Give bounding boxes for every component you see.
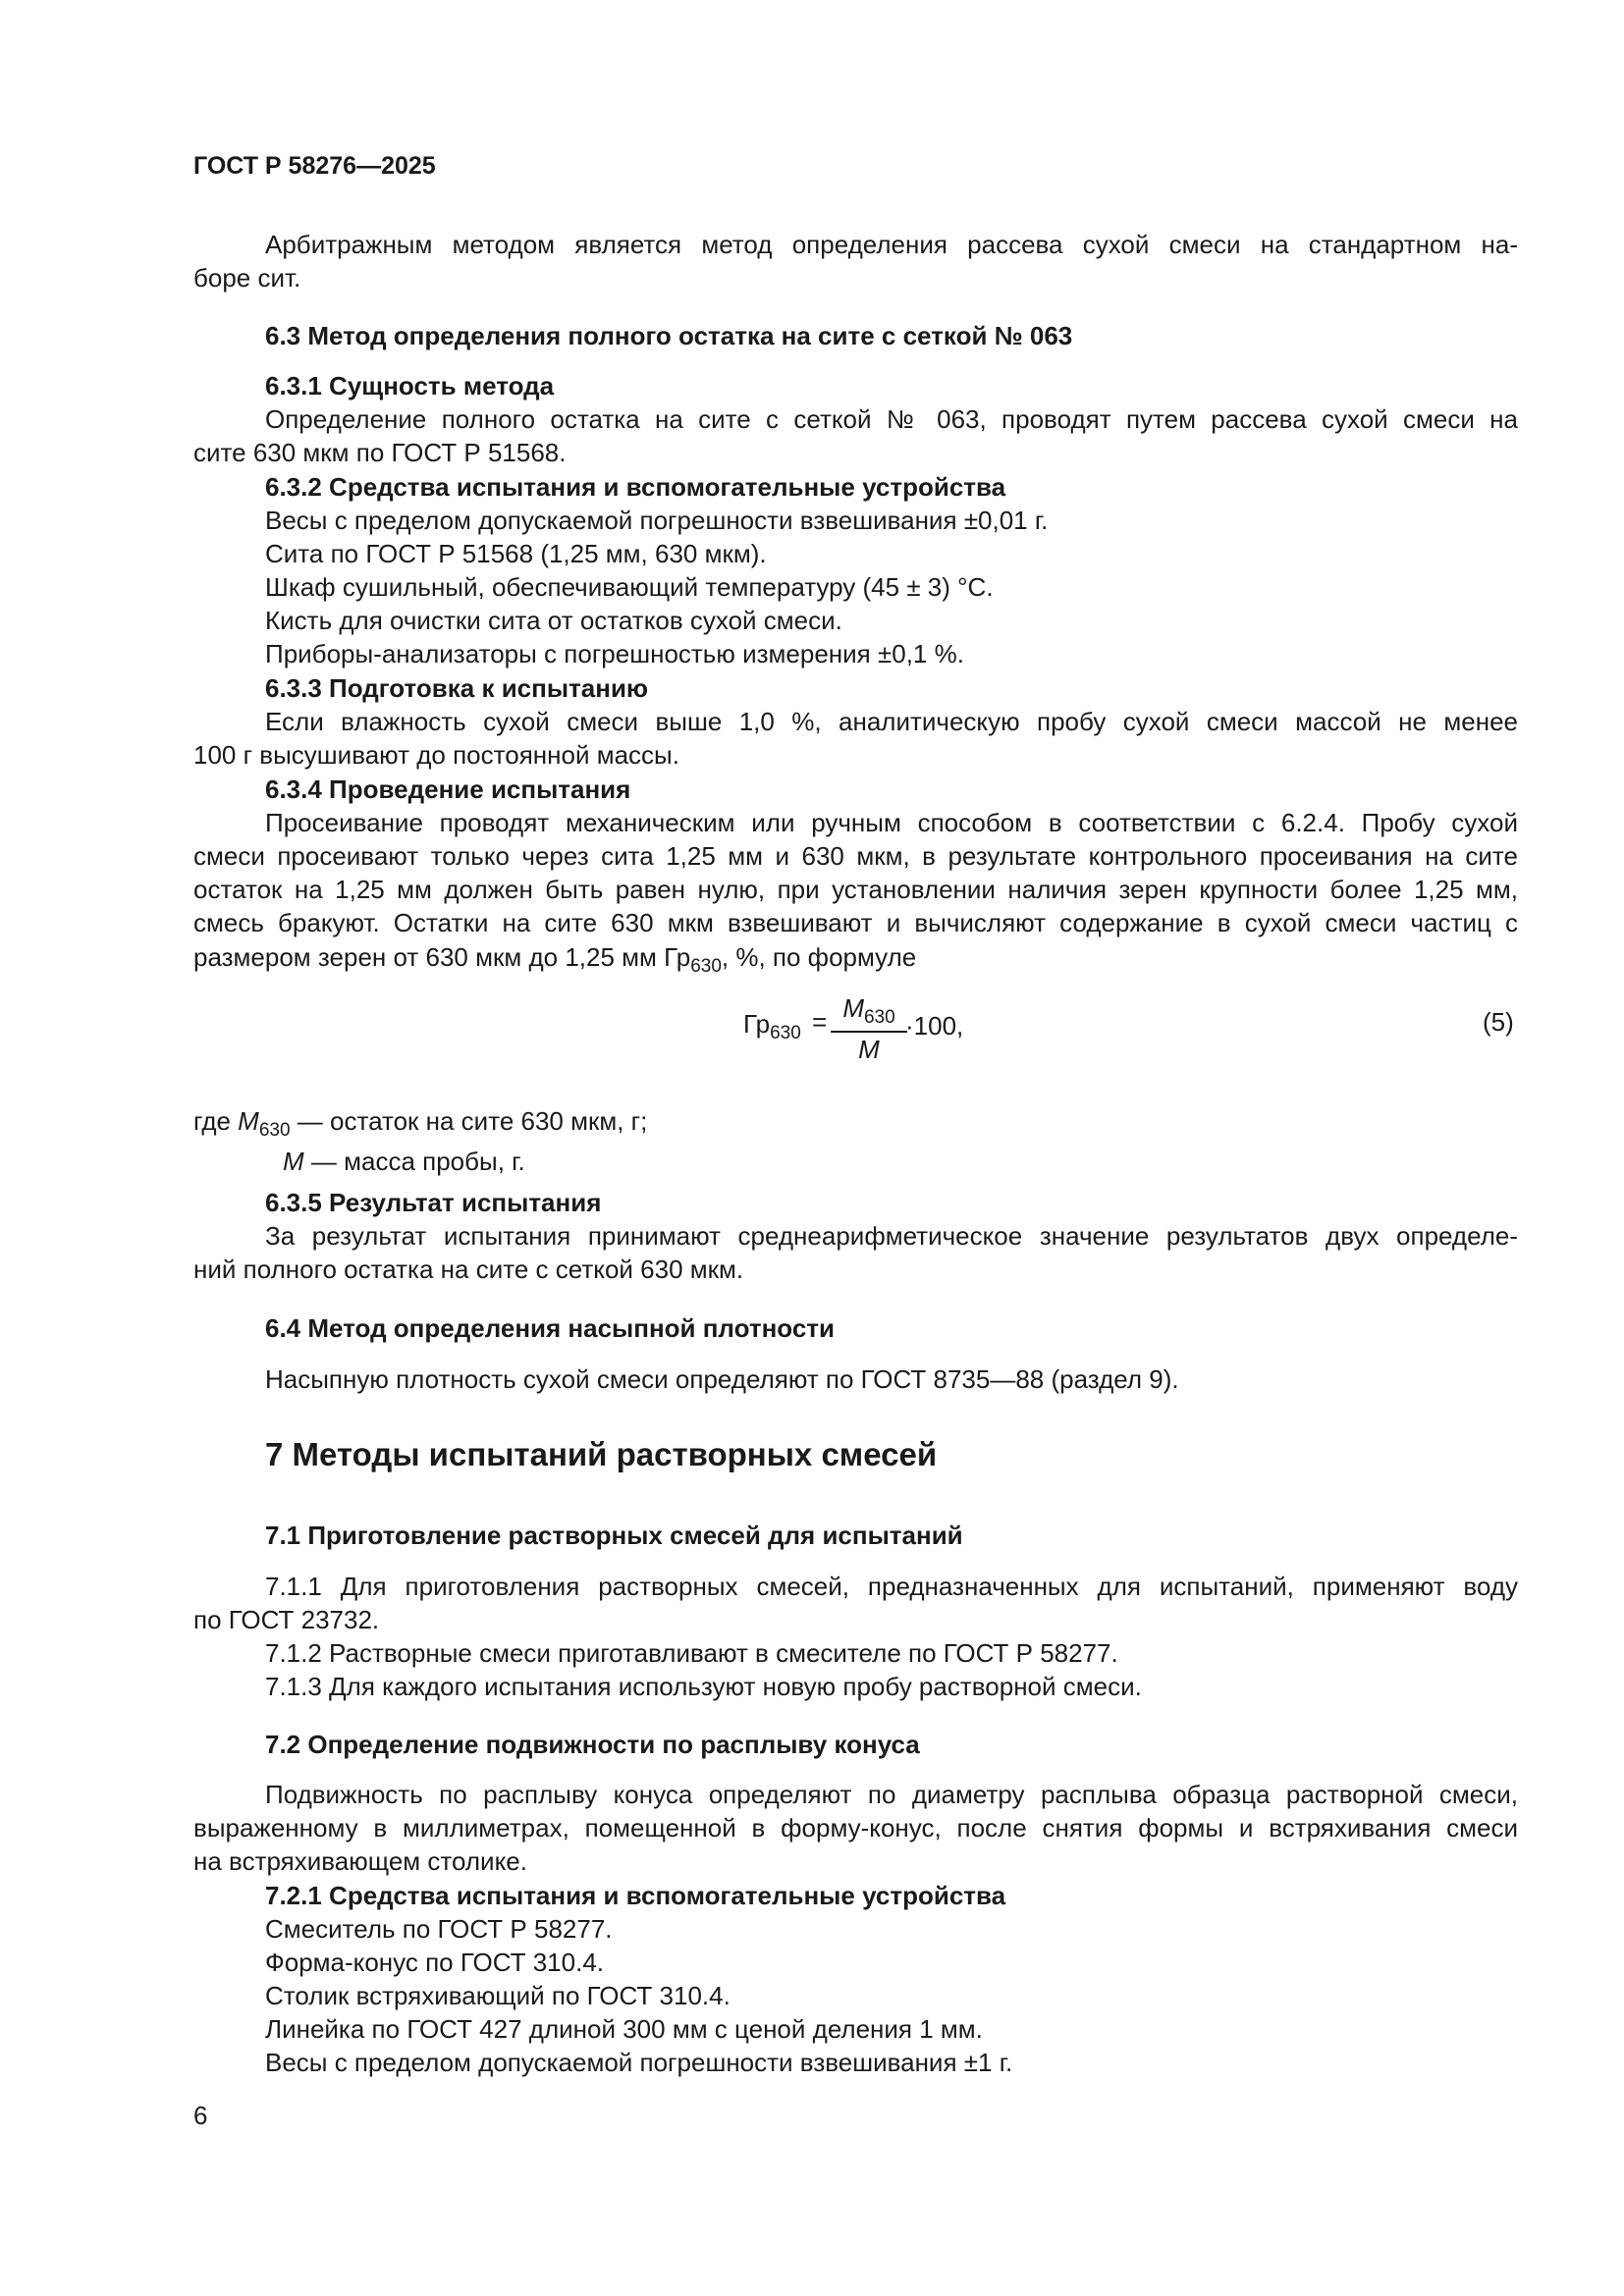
section-6-3-4-title: 6.3.4 Проведение испытания xyxy=(265,774,631,804)
section-7-2-line-2: выраженному в миллиметрах, помещенной в форму-конус, после снятия формы и встряхивания смеси xyxy=(193,1813,1518,1842)
section-6-3-5-line-1: За результат испытания принимают среднеарифметическое значение результатов двух определе- xyxy=(265,1221,1518,1251)
section-6-3-5-line-2: ний полного остатка на сите с сеткой 630 мкм. xyxy=(193,1255,744,1284)
section-6-4-text: Насыпную плотность сухой смеси определяют по ГОСТ 8735—88 (раздел 9). xyxy=(265,1364,1179,1394)
formula-equals: = xyxy=(812,1007,828,1037)
section-6-3-4-line: смеси просеивают только через сита 1,25 мм и 630 мкм, в результате контрольного просеивания на сите xyxy=(193,841,1518,871)
subscript: 630 xyxy=(770,1023,801,1043)
section-7-2-line-1: Подвижность по расплыву конуса определяют по диаметру расплыва образца растворной смеси, xyxy=(265,1780,1518,1809)
formula-lhs-symbol: Гр xyxy=(743,1009,771,1039)
section-6-3-4-line: остаток на 1,25 мм должен быть равен нулю, при установлении наличия зерен крупности более 1,25 мм, xyxy=(193,875,1518,904)
section-7-1-title: 7.1 Приготовление растворных смесей для испытаний xyxy=(265,1521,963,1550)
formula-number: (5) xyxy=(1483,1007,1514,1037)
formula-denominator: M xyxy=(858,1035,880,1064)
section-6-3-4-line: Просеивание проводят механическим или ручным способом в соответствии с 6.2.4. Пробу сухой xyxy=(265,808,1518,837)
section-7-1-3: 7.1.3 Для каждого испытания используют новую пробу растворной смеси. xyxy=(265,1672,1142,1701)
equipment-item: Столик встряхивающий по ГОСТ 310.4. xyxy=(265,1981,731,2010)
formula-lead-text: размером зерен от 630 мкм до 1,25 мм Гр xyxy=(193,942,691,972)
equipment-item: Линейка по ГОСТ 427 длиной 300 мм с ценой деления 1 мм. xyxy=(265,2014,983,2044)
section-6-3-1-line-2: сите 630 мкм по ГОСТ Р 51568. xyxy=(193,438,567,467)
section-7-2-1-title: 7.2.1 Средства испытания и вспомогательные устройства xyxy=(265,1881,1006,1910)
formula-numerator xyxy=(831,993,907,1028)
subscript: 630 xyxy=(690,956,722,977)
formula-lhs xyxy=(743,1007,801,1041)
section-7-2-line-3: на встряхивающем столике. xyxy=(193,1846,527,1876)
numerator-symbol: M xyxy=(842,993,864,1023)
section-7-1-1-line-2: по ГОСТ 23732. xyxy=(193,1605,380,1634)
section-6-3-4-last-line xyxy=(193,940,917,977)
variable: M xyxy=(283,1147,304,1176)
section-7-1-1-line-1: 7.1.1 Для приготовления растворных смесей, предназначенных для испытаний, применяют воду xyxy=(265,1572,1518,1601)
subscript: 630 xyxy=(258,1120,291,1141)
formula-tail: ·100, xyxy=(905,1011,964,1041)
where-text: — остаток на сите 630 мкм, г; xyxy=(290,1106,648,1136)
where-prefix: где xyxy=(193,1106,239,1136)
section-6-3-5-title: 6.3.5 Результат испытания xyxy=(265,1188,602,1217)
formula-where-line-1 xyxy=(193,1104,648,1141)
equipment-item: Приборы-анализаторы с погрешностью измерения ±0,1 %. xyxy=(265,639,964,668)
fraction-bar xyxy=(831,1031,907,1033)
section-7-title: 7 Методы испытаний растворных смесей xyxy=(265,1436,938,1472)
section-7-2-title: 7.2 Определение подвижности по расплыву конуса xyxy=(265,1730,920,1759)
document-header: ГОСТ Р 58276—2025 xyxy=(193,152,436,180)
page-number: 6 xyxy=(193,2101,208,2130)
equipment-item: Весы с пределом допускаемой погрешности взвешивания ±0,01 г. xyxy=(265,506,1049,535)
equipment-item: Шкаф сушильный, обеспечивающий температуру (45 ± 3) °С. xyxy=(265,572,994,602)
subscript: 630 xyxy=(863,1007,895,1028)
intro-line-1: Арбитражным методом является метод определения рассева сухой смеси на стандартном на- xyxy=(265,230,1518,259)
formula-lead-tail: , %, по формуле xyxy=(721,942,917,972)
intro-line-2: боре сит. xyxy=(193,263,301,293)
section-6-3-1-line-1: Определение полного остатка на сите с сеткой № 063, проводят путем рассева сухой смеси на xyxy=(265,404,1518,434)
equipment-item: Сита по ГОСТ Р 51568 (1,25 мм, 630 мкм). xyxy=(265,539,767,568)
where-text: — масса пробы, г. xyxy=(303,1147,525,1176)
section-7-1-2: 7.1.2 Растворные смеси приготавливают в смесителе по ГОСТ Р 58277. xyxy=(265,1638,1118,1668)
section-6-3-2-title: 6.3.2 Средства испытания и вспомогательные устройства xyxy=(265,472,1006,502)
section-6-3-4-line: смесь бракуют. Остатки на сите 630 мкм взвешивают и вычисляют содержание в сухой смеси частиц с xyxy=(193,908,1518,937)
equipment-item: Форма-конус по ГОСТ 310.4. xyxy=(265,1948,605,1977)
section-6-4-title: 6.4 Метод определения насыпной плотности xyxy=(265,1313,835,1343)
section-6-3-title: 6.3 Метод определения полного остатка на сите с сеткой № 063 xyxy=(265,321,1073,350)
equipment-item: Весы с пределом допускаемой погрешности взвешивания ±1 г. xyxy=(265,2048,1013,2077)
section-6-3-3-line-1: Если влажность сухой смеси выше 1,0 %, аналитическую пробу сухой смеси массой не менее xyxy=(265,707,1518,736)
variable: M xyxy=(238,1106,259,1136)
section-6-3-3-title: 6.3.3 Подготовка к испытанию xyxy=(265,673,649,703)
equipment-item: Кисть для очистки сита от остатков сухой смеси. xyxy=(265,606,842,635)
formula-where-line-2 xyxy=(283,1145,525,1178)
section-6-3-1-title: 6.3.1 Сущность метода xyxy=(265,371,555,400)
equipment-item: Смеситель по ГОСТ Р 58277. xyxy=(265,1914,613,1944)
section-6-3-3-line-2: 100 г высушивают до постоянной массы. xyxy=(193,740,679,770)
